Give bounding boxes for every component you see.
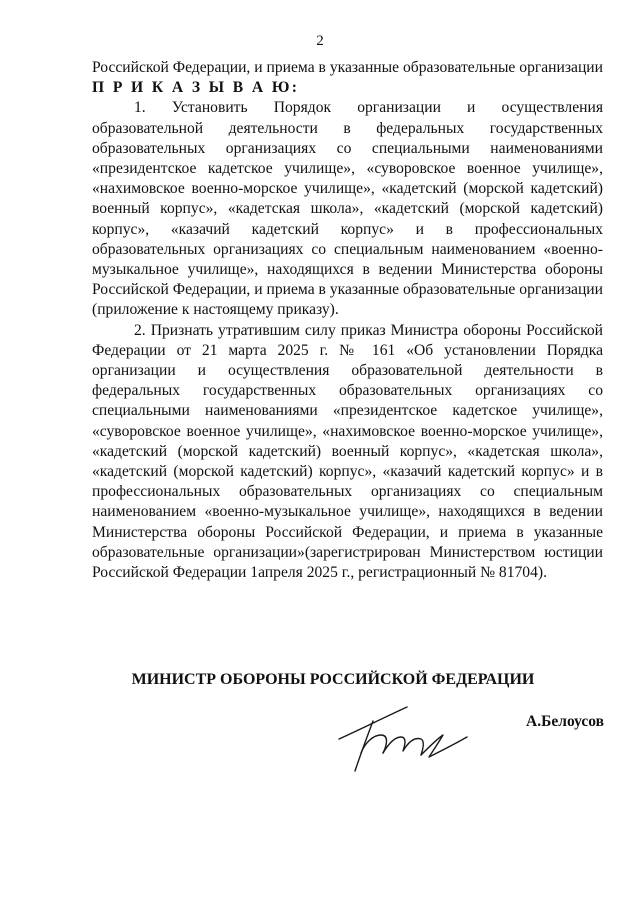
page-number: 2 xyxy=(316,33,324,49)
intro-text: Российской Федерации, и приема в указанные образовательные организации xyxy=(92,59,603,76)
order-keyword: П Р И К А З Ы В А Ю: xyxy=(92,79,300,97)
handwritten-signature xyxy=(333,697,473,775)
signatory-title: МИНИСТР ОБОРОНЫ РОССИЙСКОЙ ФЕДЕРАЦИИ xyxy=(131,671,535,688)
signatory-name: А.Белоусов xyxy=(526,713,604,730)
document-body xyxy=(92,58,603,583)
paragraph-1: 1. Установить Порядок организации и осуществления образовательной деятельности в федеральных государственных образовательных организациях со специальными наименованиями «президентское кадетское училище», «суворовское военное училище», «нахимовское военно-морское училище», «кадетский (морской кадетский) военный корпус», «кадетская школа», «кадетский (морской кадетский) корпус», «казачий кадетский корпус» и в профессиональных образовательных организациях со специальным наименованием «военно-музыкальное училище», находящихся в ведении Министерства обороны Российской Федерации, и приема в указанные образовательные организации (приложение к настоящему приказу). xyxy=(92,99,603,319)
paragraph-2: 2. Признать утратившим силу приказ Министра обороны Российской Федерации от 21 марта 2025 г. № 161 «Об установлении Порядка организации и осуществления образовательной деятельности в федеральных государственных образовательных организациях со специальными наименованиями «президентское кадетское училище», «суворовское военное училище», «нахимовское военно-морское училище», «кадетский (морской кадетский) военный корпус», «кадетская школа», «кадетский (морской кадетский) корпус», «казачий кадетский корпус» и в профессиональных образовательных организациях со специальным наименованием «военно-музыкальное училище», находящихся в ведении Министерства обороны Российской Федерации, и приема в указанные образовательные организации»(зарегистрирован Министерством юстиции Российской Федерации 1апреля 2025 г., регистрационный № 81704). xyxy=(92,321,603,582)
intro-paragraph xyxy=(92,58,603,98)
